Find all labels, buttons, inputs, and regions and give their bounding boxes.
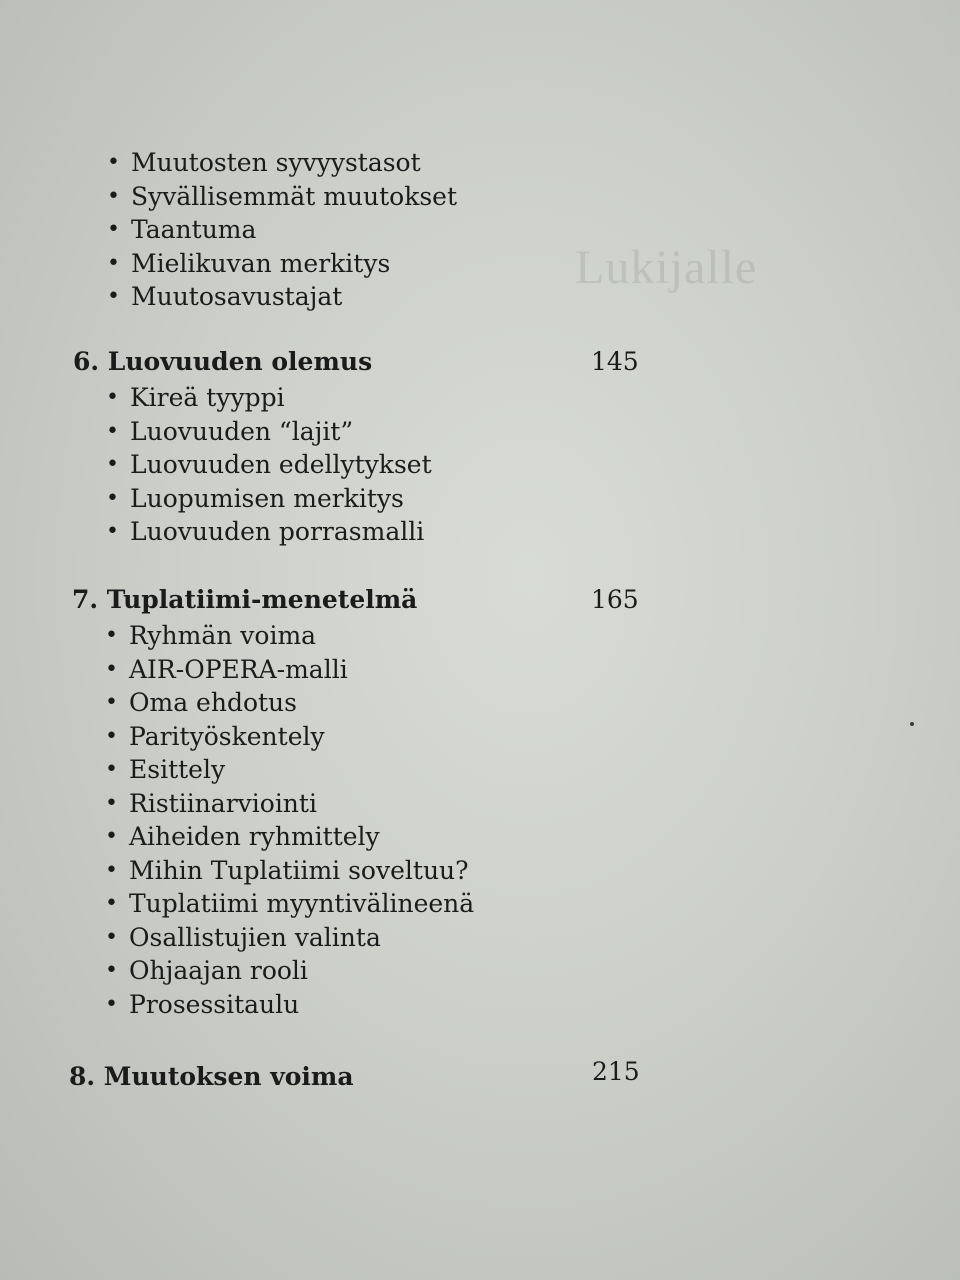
chapter-page-number: 215 bbox=[592, 1057, 640, 1086]
bullet-icon: • bbox=[105, 891, 118, 916]
intro-subsection-list bbox=[107, 146, 457, 314]
list-item: • Ristiinarviointi bbox=[105, 787, 474, 821]
bullet-icon: • bbox=[105, 991, 118, 1017]
list-item: • Mielikuvan merkitys bbox=[107, 247, 457, 281]
bullet-icon: • bbox=[105, 656, 118, 682]
chapter-page-number: 145 bbox=[591, 347, 639, 376]
bullet-icon: • bbox=[107, 284, 120, 309]
bullet-icon: • bbox=[105, 690, 118, 715]
list-item: • Esittely bbox=[105, 753, 474, 787]
list-item: • Mihin Tuplatiimi soveltuu? bbox=[105, 854, 474, 888]
list-item: • Ohjaajan rooli bbox=[105, 954, 474, 988]
list-item: • Ryhmän voima bbox=[105, 619, 474, 653]
bullet-icon: • bbox=[105, 757, 118, 782]
bullet-icon: • bbox=[107, 250, 120, 276]
bullet-icon: • bbox=[106, 418, 119, 444]
list-item: • Aiheiden ryhmittely bbox=[105, 820, 474, 854]
bullet-icon: • bbox=[105, 958, 118, 983]
list-item: • Oma ehdotus bbox=[105, 686, 474, 720]
list-item: • AIR-OPERA-malli bbox=[105, 653, 474, 687]
list-item: • Tuplatiimi myyntivälineenä bbox=[105, 887, 474, 921]
list-item: • Muutosten syvyystasot bbox=[107, 146, 457, 180]
chapter-subsection-list bbox=[105, 619, 474, 1021]
bullet-icon: • bbox=[106, 385, 119, 410]
list-item: • Muutosavustajat bbox=[107, 280, 457, 314]
list-item: • Parityöskentely bbox=[105, 720, 474, 754]
list-item: • Luovuuden “lajit” bbox=[106, 415, 432, 449]
chapter-title: 8. Muutoksen voima bbox=[69, 1062, 354, 1091]
bullet-icon: • bbox=[107, 183, 120, 209]
bullet-icon: • bbox=[105, 623, 118, 648]
bullet-icon: • bbox=[106, 485, 119, 511]
list-item: • Osallistujien valinta bbox=[105, 921, 474, 955]
bullet-icon: • bbox=[105, 924, 118, 950]
list-item: • Syvällisemmät muutokset bbox=[107, 180, 457, 214]
bullet-icon: • bbox=[107, 217, 120, 242]
list-item: • Prosessitaulu bbox=[105, 988, 474, 1022]
bullet-icon: • bbox=[107, 150, 120, 175]
bullet-icon: • bbox=[105, 790, 118, 816]
chapter-title: 7. Tuplatiimi-menetelmä bbox=[72, 585, 418, 614]
list-item: • Kireä tyyppi bbox=[106, 381, 432, 415]
chapter-subsection-list bbox=[106, 381, 432, 549]
chapter-page-number: 165 bbox=[591, 585, 639, 614]
bullet-icon: • bbox=[105, 857, 118, 883]
list-item: • Taantuma bbox=[107, 213, 457, 247]
bullet-icon: • bbox=[105, 723, 118, 749]
list-item: • Luovuuden porrasmalli bbox=[106, 515, 432, 549]
bullet-icon: • bbox=[106, 519, 119, 544]
list-item: • Luovuuden edellytykset bbox=[106, 448, 432, 482]
bullet-icon: • bbox=[105, 824, 118, 849]
list-item: • Luopumisen merkitys bbox=[106, 482, 432, 516]
chapter-title: 6. Luovuuden olemus bbox=[73, 347, 373, 376]
show-through-heading: Lukijalle bbox=[575, 241, 758, 294]
bullet-icon: • bbox=[106, 452, 119, 477]
